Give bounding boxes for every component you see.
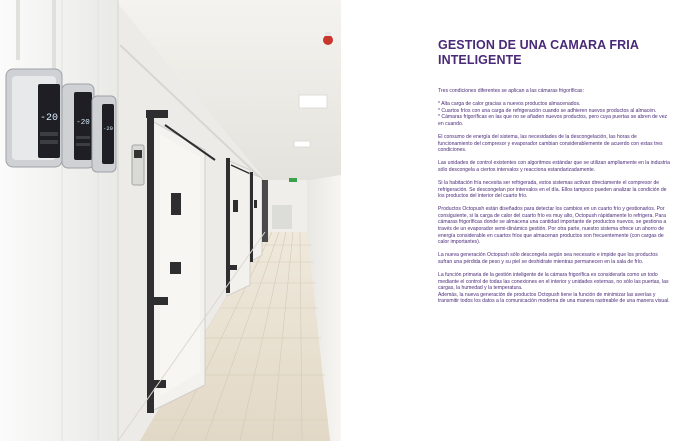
controller-unit xyxy=(92,96,116,172)
paragraph: La función primaria de la gestión inteligente de la cámara frigorífica es considerarla como un todo mediante el control de todas las conexiones en el interior y unidades externas, no sólo las puertas, las cargas, la humedad y la temperatura. Además, la nueva generación de productos Octopush tiene la función de minimizar las averías y transmitir todos los datos a la comunicación moderna de una manera rastreable de una manera visual. xyxy=(438,271,670,305)
paragraph: Si la habitación fría necesita ser refrigerada, estos sistemas activan directamente el compresor de refrigeración. Se descongelan por intervalos en el día. Ellos tampoco pueden analizar la condición de los productos del interior del cuarto frío. xyxy=(438,179,667,200)
paragraph: Productos Octopush están diseñados para detectar los cambios en un cuarto frío y gestionarlos. Por consiguiente, si la carga de calor del cuarto frío es muy alto, Octopush rápidamente lo refrigera. Para cámaras frigoríficas donde se almacena una cantidad importante de productos nuevos, se gestiona a través de un evaporador semi-dinámico gestión. Por otra parte, nuestro sistema ofrece un ahorro de energía considerable en cuartos fríos que almacenan productos son frecuentemente (con cargas de calor importantes). xyxy=(438,206,667,246)
controller-unit xyxy=(62,84,94,168)
paragraph: Tres condiciones diferentes se aplican a las cámaras frigoríficas: xyxy=(438,88,584,94)
page-title: GESTION DE UNA CAMARA FRIA INTELIGENTE xyxy=(438,38,639,67)
controller-unit xyxy=(6,69,62,167)
text-page xyxy=(341,0,680,441)
paragraph: El consumo de energía del sistema, las necesidades de la descongelación, las horas de funcionamiento del compresor y evaporador cambian considerablemente de acuerdo con estas tres condiciones. xyxy=(438,133,663,154)
article-body xyxy=(438,88,670,311)
controller-readout: -20 xyxy=(76,119,90,127)
controller-readout: -20 xyxy=(103,125,113,132)
controller-readout: -20 xyxy=(39,113,59,124)
paragraph: La nueva generación Octopush sólo descongela según sea necesario e impide que los productos sufran una pérdida de peso y su piel se deshidrate mientras permanecen en la sala de frío. xyxy=(438,252,658,265)
paragraph: Las unidades de control existentes con algoritmos estándar que se utilizan ampliamente en la industria sólo descongela a ciertos intervalos y reacciona estandarizadamente. xyxy=(438,160,670,173)
paragraph: * Alta carga de calor gracias a nuevos productos almacenados. * Cuartos fríos con una carga de refrigeración cuando se adhieren nuevos productos al almacén. * Cámaras frigoríficas en las que no se añaden nuevos productos, pero cuya puertas se abren de vez en cuando. xyxy=(438,101,668,127)
